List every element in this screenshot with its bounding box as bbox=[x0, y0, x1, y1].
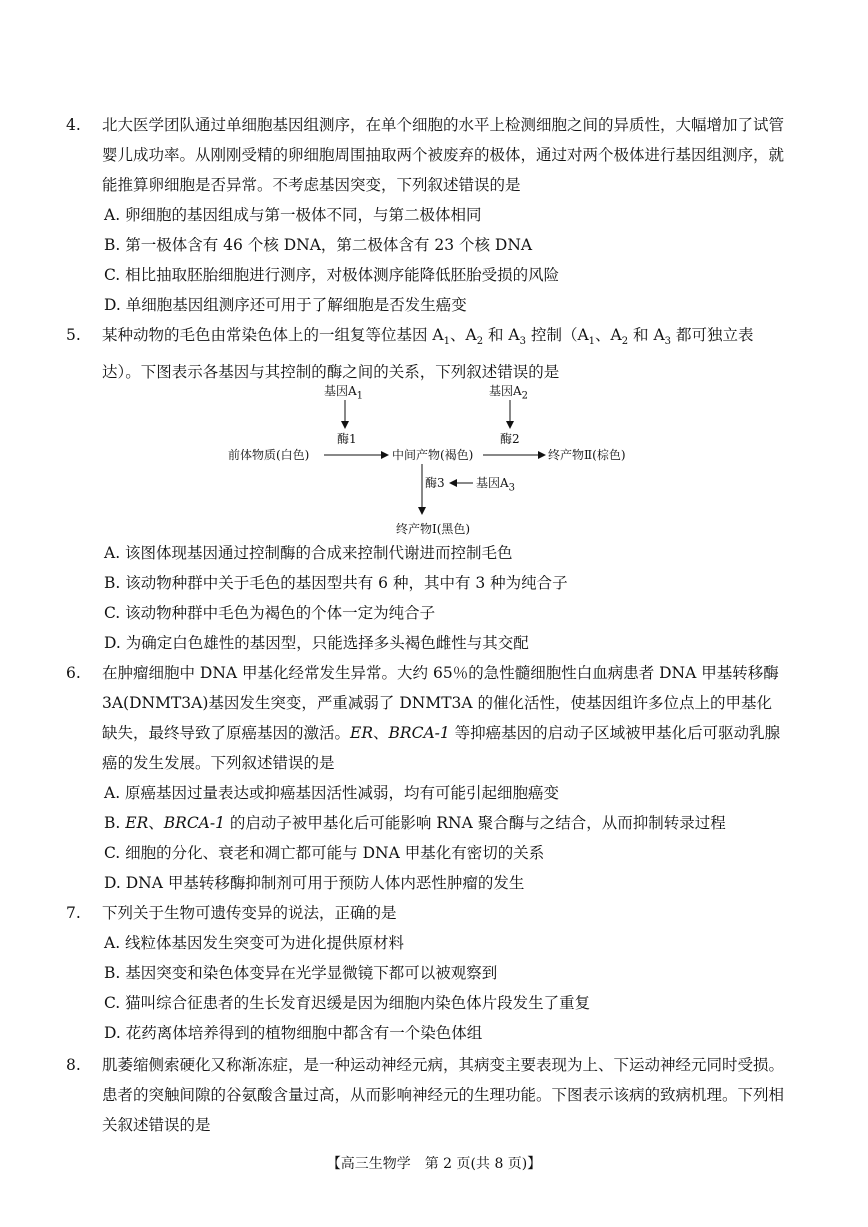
stem-part: 、A bbox=[450, 326, 477, 344]
question-8-stem bbox=[66, 1050, 785, 1140]
subscript: 1 bbox=[443, 336, 450, 348]
question-5-options bbox=[84, 538, 784, 658]
question-text: 肌萎缩侧索硬化又称渐冻症，是一种运动神经元病，其病变主要表现为上、下运动神经元同时受损。患者的突触间隙的谷氨酸含量过高，从而影响神经元的生理功能。下图表示该病的致病机理。下列相关叙述错误的是 bbox=[102, 1056, 785, 1134]
question-number: 8. bbox=[66, 1056, 81, 1074]
question-5 bbox=[66, 320, 784, 387]
option-b: B. 该动物种群中关于毛色的基因型共有 6 种，其中有 3 种为纯合子 bbox=[104, 574, 568, 592]
option-b bbox=[84, 808, 784, 838]
option-d: D. 花药离体培养得到的植物细胞中都含有一个染色体组 bbox=[104, 1024, 483, 1042]
question-4-stem bbox=[66, 110, 785, 200]
option-c: C. 猫叫综合征患者的生长发育迟缓是因为细胞内染色体片段发生了重复 bbox=[104, 994, 591, 1012]
subscript: 3 bbox=[508, 482, 516, 494]
subscript: 3 bbox=[664, 336, 672, 348]
question-5-stem bbox=[66, 320, 784, 387]
option-part: 的启动子被甲基化后可能影响 RNA 聚合酶与之结合，从而抑制转录过程 bbox=[224, 814, 726, 832]
precursor-label: 前体物质(白色) bbox=[228, 448, 310, 462]
question-6 bbox=[66, 658, 784, 898]
option-d: D. 为确定白色雄性的基因型，只能选择多头褐色雌性与其交配 bbox=[104, 634, 529, 652]
stem-part: 在肿瘤细胞中 DNA 甲基化经常发生异常。大约 65％的急性髓细胞性白血病患者 DNA 甲基转移酶 3A(DNMT3A)基因发生突变，严重减弱了 DNMT3A 的催化活性，使基因组许多位点上的甲基化缺失，最终导致了原癌基因的激活。 bbox=[102, 664, 779, 742]
subscript: 2 bbox=[521, 390, 529, 402]
question-number: 4. bbox=[66, 116, 81, 134]
stem-part: 都可独立表达）。下图表示各基因与其控制的酶之间的关系，下列叙述错误的是 bbox=[102, 326, 754, 382]
label-text: 基因A bbox=[476, 476, 509, 490]
stem-part: 和 A bbox=[483, 326, 520, 344]
intermediate-label: 中间产物(褐色) bbox=[392, 448, 474, 462]
gene-name: BRCA-1 bbox=[163, 814, 225, 832]
label-text: 基因A bbox=[324, 384, 357, 398]
option-d: D. DNA 甲基转移酶抑制剂可用于预防人体内恶性肿瘤的发生 bbox=[104, 874, 525, 892]
question-text: 北大医学团队通过单细胞基因组测序，在单个细胞的水平上检测细胞之间的异质性，大幅增加了试管婴儿成功率。从刚刚受精的卵细胞周围抽取两个被废弃的极体，通过对两个极体进行基因组测序，就能推算卵细胞是否异常。不考虑基因突变，下列叙述错误的是 bbox=[102, 116, 785, 194]
option-c: C. 细胞的分化、衰老和凋亡都可能与 DNA 甲基化有密切的关系 bbox=[104, 844, 545, 862]
stem-part: 、 bbox=[373, 724, 389, 742]
subscript: 1 bbox=[588, 336, 596, 348]
stem-part: 、A bbox=[595, 326, 622, 344]
question-number: 5. bbox=[66, 326, 81, 344]
question-number: 6. bbox=[66, 664, 81, 682]
product2-label: 终产物Ⅱ(棕色) bbox=[548, 448, 626, 462]
diagram-arrows bbox=[220, 382, 650, 542]
option-a: A. 线粒体基因发生突变可为进化提供原材料 bbox=[104, 934, 405, 952]
subscript: 2 bbox=[621, 336, 629, 348]
enzyme2-label: 酶2 bbox=[500, 432, 520, 446]
stem-part: 等抑癌基因的启动子区域被甲基化后可驱动乳腺癌的发生发展。下列叙述错误的是 bbox=[102, 724, 781, 772]
option-b: B. 第一极体含有 46 个核 DNA，第二极体含有 23 个核 DNA bbox=[104, 236, 533, 254]
page-footer: 【高三生物学 第 2 页(共 8 页)】 bbox=[326, 1156, 542, 1172]
option-b: B. 基因突变和染色体变异在光学显微镜下都可以被观察到 bbox=[104, 964, 498, 982]
question-number: 7. bbox=[66, 904, 81, 922]
option-d: D. 单细胞基因组测序还可用于了解细胞是否发生癌变 bbox=[104, 296, 467, 314]
question-7-stem bbox=[66, 898, 784, 928]
gene-a1-label bbox=[324, 384, 363, 403]
enzyme3-label: 酶3 bbox=[425, 476, 445, 490]
question-text: 下列关于生物可遗传变异的说法，正确的是 bbox=[102, 904, 397, 922]
gene-a3-label bbox=[476, 476, 515, 495]
product1-label: 终产物Ⅰ(黑色) bbox=[396, 522, 471, 536]
enzyme1-label: 酶1 bbox=[337, 432, 357, 446]
option-part: B. bbox=[104, 814, 126, 832]
option-a: A. 卵细胞的基因组成与第一极体不同，与第二极体相同 bbox=[104, 206, 482, 224]
question-6-stem bbox=[66, 658, 784, 778]
stem-part: 某种动物的毛色由常染色体上的一组复等位基因 A bbox=[102, 326, 444, 344]
subscript: 2 bbox=[476, 336, 484, 348]
option-c: C. 相比抽取胚胎细胞进行测序，对极体测序能降低胚胎受损的风险 bbox=[104, 266, 560, 284]
question-7 bbox=[66, 898, 784, 1048]
question-4 bbox=[66, 110, 785, 320]
question-8 bbox=[66, 1050, 785, 1140]
subscript: 1 bbox=[356, 390, 364, 402]
subscript: 3 bbox=[519, 336, 527, 348]
gene-enzyme-diagram bbox=[220, 382, 650, 542]
stem-part: 和 A bbox=[628, 326, 665, 344]
gene-name: ER bbox=[350, 724, 374, 742]
option-part: 、 bbox=[148, 814, 164, 832]
gene-name: ER bbox=[125, 814, 149, 832]
stem-part: 控制（A bbox=[526, 326, 589, 344]
gene-name: BRCA-1 bbox=[388, 724, 450, 742]
option-c: C. 该动物种群中毛色为褐色的个体一定为纯合子 bbox=[104, 604, 436, 622]
label-text: 基因A bbox=[489, 384, 522, 398]
option-a: A. 原癌基因过量表达或抑癌基因活性减弱，均有可能引起细胞癌变 bbox=[104, 784, 560, 802]
option-a: A. 该图体现基因通过控制酶的合成来控制代谢进而控制毛色 bbox=[104, 544, 513, 562]
gene-a2-label bbox=[489, 384, 528, 403]
